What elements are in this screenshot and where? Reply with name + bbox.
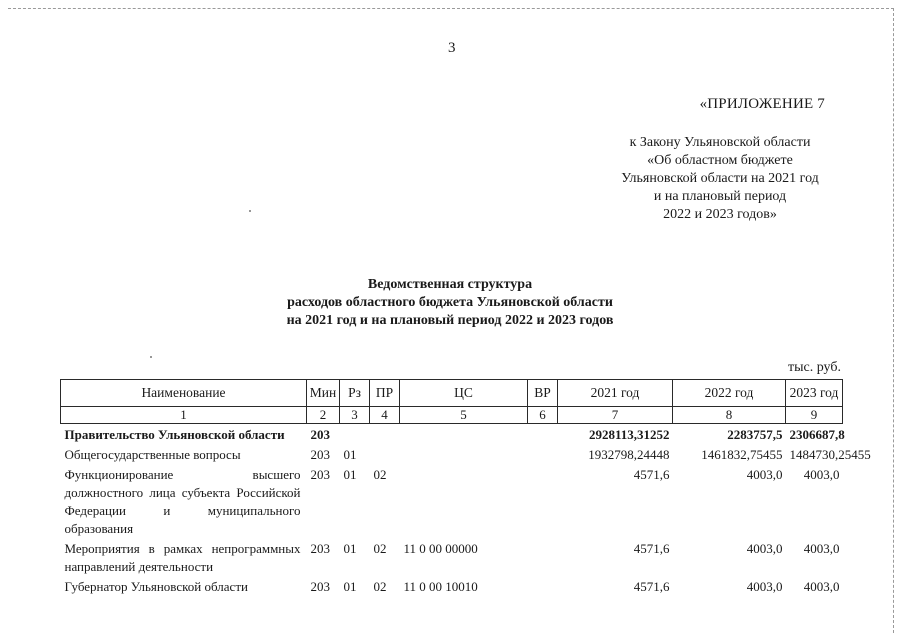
law-reference	[600, 134, 840, 224]
row-vr	[528, 464, 558, 538]
header-cs: ЦС	[400, 380, 528, 407]
scan-speck	[249, 210, 251, 212]
law-reference-line: Ульяновской области на 2021 год	[621, 171, 819, 186]
law-reference-line: и на плановый период	[653, 189, 787, 204]
row-pr: 02	[373, 541, 387, 556]
column-number-row	[61, 407, 843, 424]
row-cs: 11 0 00 10010	[403, 579, 478, 594]
header-2023: 2023 год	[786, 380, 843, 407]
row-cs	[400, 464, 528, 538]
page-number: 3	[448, 40, 456, 56]
table-row	[61, 538, 843, 576]
heading-line: Ведомственная структура	[367, 277, 533, 292]
row-min: 203	[310, 427, 330, 442]
row-2021: 4571,6	[633, 541, 670, 556]
header-vr: ВР	[528, 380, 558, 407]
table-row	[61, 424, 843, 445]
column-number: 5	[400, 407, 528, 424]
row-2022: 2283757,5	[727, 427, 783, 442]
row-2022: 4003,0	[746, 579, 783, 594]
row-min: 203	[310, 467, 330, 482]
row-rz: 01	[343, 467, 357, 482]
appendix-title: «ПРИЛОЖЕНИЕ 7	[699, 96, 825, 112]
row-rz: 01	[343, 447, 357, 462]
row-pr	[370, 424, 400, 445]
row-2021: 4571,6	[633, 467, 670, 482]
column-number: 6	[528, 407, 558, 424]
row-2022: 4003,0	[746, 541, 783, 556]
column-number: 7	[558, 407, 673, 424]
table-row	[61, 576, 843, 596]
row-2023: 4003,0	[803, 579, 840, 594]
row-min: 203	[310, 447, 330, 462]
column-number: 9	[786, 407, 843, 424]
row-pr: 02	[373, 579, 387, 594]
row-2021: 2928113,31252	[588, 427, 670, 442]
row-2021: 1932798,24448	[588, 447, 670, 462]
row-cs: 11 0 00 00000	[403, 541, 478, 556]
row-name: Общегосударственные вопросы	[64, 447, 241, 462]
row-min: 203	[310, 579, 330, 594]
document-heading	[150, 276, 750, 330]
column-number: 2	[307, 407, 340, 424]
row-2023: 4003,0	[803, 467, 840, 482]
header-min: Мин	[307, 380, 340, 407]
header-rz: Рз	[340, 380, 370, 407]
row-vr	[528, 576, 558, 596]
scan-speck	[150, 356, 152, 358]
law-reference-line: 2022 и 2023 годов»	[663, 207, 777, 222]
row-vr	[528, 538, 558, 576]
row-2021: 4571,6	[633, 579, 670, 594]
table-header-row	[61, 380, 843, 407]
row-name: Губернатор Ульяновской области	[64, 579, 248, 594]
row-2023: 2306687,8	[789, 427, 845, 442]
row-name: Функционирование высшего должностного лица субъекта Российской Федерации и муниципального образования	[64, 467, 301, 536]
column-number: 4	[370, 407, 400, 424]
table-row	[61, 464, 843, 538]
row-rz	[340, 424, 370, 445]
row-2022: 1461832,75455	[701, 447, 783, 462]
row-pr: 02	[373, 467, 387, 482]
header-pr: ПР	[370, 380, 400, 407]
row-rz: 01	[343, 579, 357, 594]
table-row	[61, 444, 843, 464]
units-label: тыс. руб.	[788, 360, 841, 375]
row-pr	[370, 444, 400, 464]
header-2021: 2021 год	[558, 380, 673, 407]
row-2022: 4003,0	[746, 467, 783, 482]
row-2023: 4003,0	[803, 541, 840, 556]
row-cs	[400, 424, 528, 445]
row-cs	[400, 444, 528, 464]
column-number: 8	[673, 407, 786, 424]
column-number: 1	[61, 407, 307, 424]
row-vr	[528, 424, 558, 445]
header-name: Наименование	[61, 380, 307, 407]
row-rz: 01	[343, 541, 357, 556]
column-number: 3	[340, 407, 370, 424]
row-min: 203	[310, 541, 330, 556]
header-2022: 2022 год	[673, 380, 786, 407]
heading-line: расходов областного бюджета Ульяновской области	[287, 295, 613, 310]
row-name: Мероприятия в рамках непрограммных направлений деятельности	[64, 541, 301, 574]
law-reference-line: «Об областном бюджете	[647, 153, 793, 168]
row-vr	[528, 444, 558, 464]
budget-table	[60, 379, 871, 596]
law-reference-line: к Закону Ульяновской области	[629, 135, 811, 150]
heading-line: на 2021 год и на плановый период 2022 и 2023 годов	[286, 313, 614, 328]
row-2023: 1484730,25455	[789, 447, 871, 462]
row-name: Правительство Ульяновской области	[64, 427, 285, 442]
